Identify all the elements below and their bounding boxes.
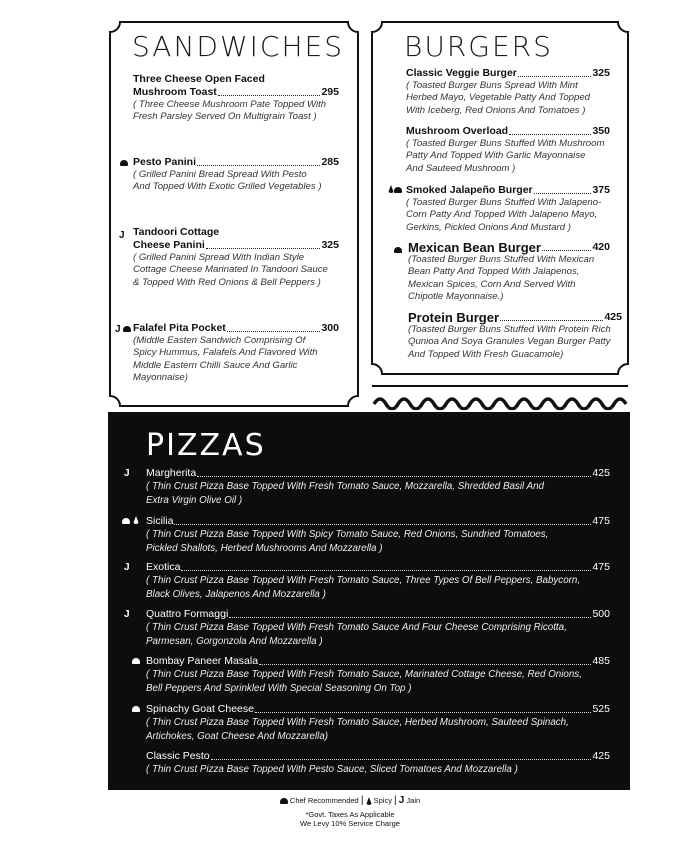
chef-hat-icon [394,247,402,253]
item-price: 425 [592,467,610,479]
chef-hat-icon [280,798,288,804]
item-desc: ( Thin Crust Pizza Base Topped With Spicy Tomato Sauce, Red Onions, Sundried Tomatoes, Pickled Shallots, Herbed Mushrooms And Mozzarella ) [146,529,549,554]
item-tags [120,157,128,170]
menu-item [133,322,339,385]
item-name: Three Cheese Open Faced [133,73,265,85]
jain-icon: J [124,468,130,479]
legend-chef: Chef Recommended [289,796,359,805]
menu-item [406,67,610,117]
item-price: 425 [592,750,610,762]
item-tags [122,515,139,528]
item-tags [388,184,402,197]
item-desc: (Middle Easten Sandwich Comprising Of Spicy Hummus, Falafels And Flavored With Middle Eastern Chilli Sauce And Garlic Mayonnaise) [133,335,318,384]
legend-spicy: Spicy [373,796,392,805]
item-name: Classic Veggie Burger [406,67,517,79]
tax-note: *Govt. Taxes As Applicable [305,810,395,819]
item-name: Margherita [146,467,197,479]
item-tags [132,703,140,716]
item-name: Quattro Formaggi [146,608,229,620]
menu-item [146,655,610,696]
menu-item [146,750,610,777]
item-desc: (Toasted Burger Buns Stuffed With Protein Rich Qunioa And Soya Granules Vegan Burger Patty And Topped With Fresh Guacamole) [408,324,611,360]
item-price: 485 [592,655,610,667]
item-name: Exotica [146,561,181,573]
service-charge-note: We Levy 10% Service Charge [300,819,400,828]
item-name: Cheese Panini [133,239,205,251]
flame-icon [366,797,372,805]
jain-icon: J [398,795,405,806]
item-desc: (Toasted Burger Buns Stuffed With Mexican Bean Patty And Topped With Jalapenos, Mexican Spices, Corn And Served With Chipotle Mayonnaise.) [408,254,595,303]
item-name: Falafel Pita Pocket [133,322,226,334]
jain-icon: J [124,562,130,573]
item-desc: ( Thin Crust Pizza Base Topped With Fresh Tomato Sauce, Herbed Mushroom, Sauteed Spinach, Artichokes, Goat Cheese And Mozzarella) [146,717,569,742]
item-price: 300 [321,322,339,334]
chef-hat-icon [123,326,131,332]
item-desc: ( Thin Crust Pizza Base Topped With Pesto Sauce, Sliced Tomatoes And Mozzarella ) [146,764,518,775]
pizzas-title: PIZZAS [146,428,266,463]
item-name: Sicilia [146,515,174,527]
item-desc: ( Thin Crust Pizza Base Topped With Fresh Tomato Sauce And Four Cheese Comprising Ricotta, Parmesan, Gorgonzola And Mozzarella ) [146,622,567,647]
chef-hat-icon [120,160,128,166]
item-name: Pesto Panini [133,156,197,168]
legend: Chef Recommended | Spicy | J Jain [0,795,700,806]
burgers-panel [370,20,630,376]
flame-icon [133,516,139,524]
menu-item [406,125,610,175]
item-price: 420 [592,241,610,253]
item-desc: ( Toasted Burger Buns Spread With Mint Herbed Mayo, Vegetable Patty And Topped With Iceberg, Red Onions And Tomatoes ) [406,80,591,116]
chef-hat-icon [394,187,402,193]
chef-hat-icon [122,518,130,524]
item-desc: ( Grilled Panini Bread Spread With Pesto And Topped With Exotic Grilled Vegetables ) [133,169,322,193]
menu-item [146,467,610,508]
item-name: Tandoori Cottage [133,226,220,238]
menu-item [408,241,610,304]
item-name: Protein Burger [408,310,500,325]
jain-icon: J [124,609,130,620]
legend-jain: Jain [406,796,421,805]
chef-hat-icon [132,658,140,664]
item-name: Mexican Bean Burger [408,240,541,255]
item-price: 350 [592,125,610,137]
menu-item [408,311,622,361]
menu-item [146,561,610,602]
sandwiches-title: SANDWICHES [132,30,344,63]
item-tags [124,467,130,480]
sandwiches-panel [108,20,360,408]
item-price: 500 [592,608,610,620]
menu-item [146,608,610,649]
jain-icon: J [115,324,121,335]
item-price: 375 [592,184,610,196]
item-desc: ( Toasted Burger Buns Stuffed With Mushroom Patty And Topped With Garlic Mayonnaise And Sauteed Mushroom ) [406,138,605,174]
chef-hat-icon [132,706,140,712]
item-tags [124,561,130,574]
wave-divider [370,384,630,410]
item-name: Spinachy Goat Cheese [146,703,254,715]
item-desc: ( Three Cheese Mushroom Pate Topped With Fresh Parsley Served On Multigrain Toast ) [133,99,327,123]
item-desc: ( Grilled Panini Spread With Indian Style Cottage Cheese Marinated In Tandoori Sauce & Topped With Red Onions & Bell Peppers ) [133,252,328,288]
menu-item [133,226,339,289]
menu-item [133,73,339,124]
item-price: 475 [592,561,610,573]
menu-item [146,703,610,744]
item-tags [124,608,130,621]
item-name: Mushroom Toast [133,86,217,98]
item-name: Mushroom Overload [406,125,509,137]
burgers-title: BURGERS [404,30,553,63]
item-desc: ( Toasted Burger Buns Stuffed With Jalapeno- Corn Patty And Topped With Jalapeno Mayo, Gerkins, Pickled Onions And Mustard ) [406,197,602,233]
item-tags [115,323,131,336]
item-price: 325 [321,239,339,251]
item-desc: ( Thin Crust Pizza Base Topped With Fresh Tomato Sauce, Mozzarella, Shredded Basil And Extra Virgin Olive Oil ) [146,481,544,506]
menu-item [146,515,610,556]
item-name: Smoked Jalapeño Burger [406,184,533,196]
item-price: 425 [604,311,622,323]
menu-item [406,184,610,234]
item-price: 525 [592,703,610,715]
item-name: Bombay Paneer Masala [146,655,259,667]
item-price: 475 [592,515,610,527]
menu-item [133,156,339,194]
item-price: 295 [321,86,339,98]
item-name: Classic Pesto [146,750,210,762]
item-desc: ( Thin Crust Pizza Base Topped With Fresh Tomato Sauce, Three Types Of Bell Peppers, Babycorn, Black Olives, Jalapenos And Mozzarella ) [146,575,581,600]
item-price: 285 [321,156,339,168]
item-price: 325 [592,67,610,79]
pizzas-panel [108,412,630,790]
item-tags [394,244,402,257]
item-tags [119,229,125,242]
jain-icon: J [119,230,125,241]
item-desc: ( Thin Crust Pizza Base Topped With Fresh Tomato Sauce, Marinated Cottage Cheese, Red Onions, Bell Peppers And Sprinkled With Special Seasoning On Top ) [146,669,582,694]
item-tags [132,655,140,668]
